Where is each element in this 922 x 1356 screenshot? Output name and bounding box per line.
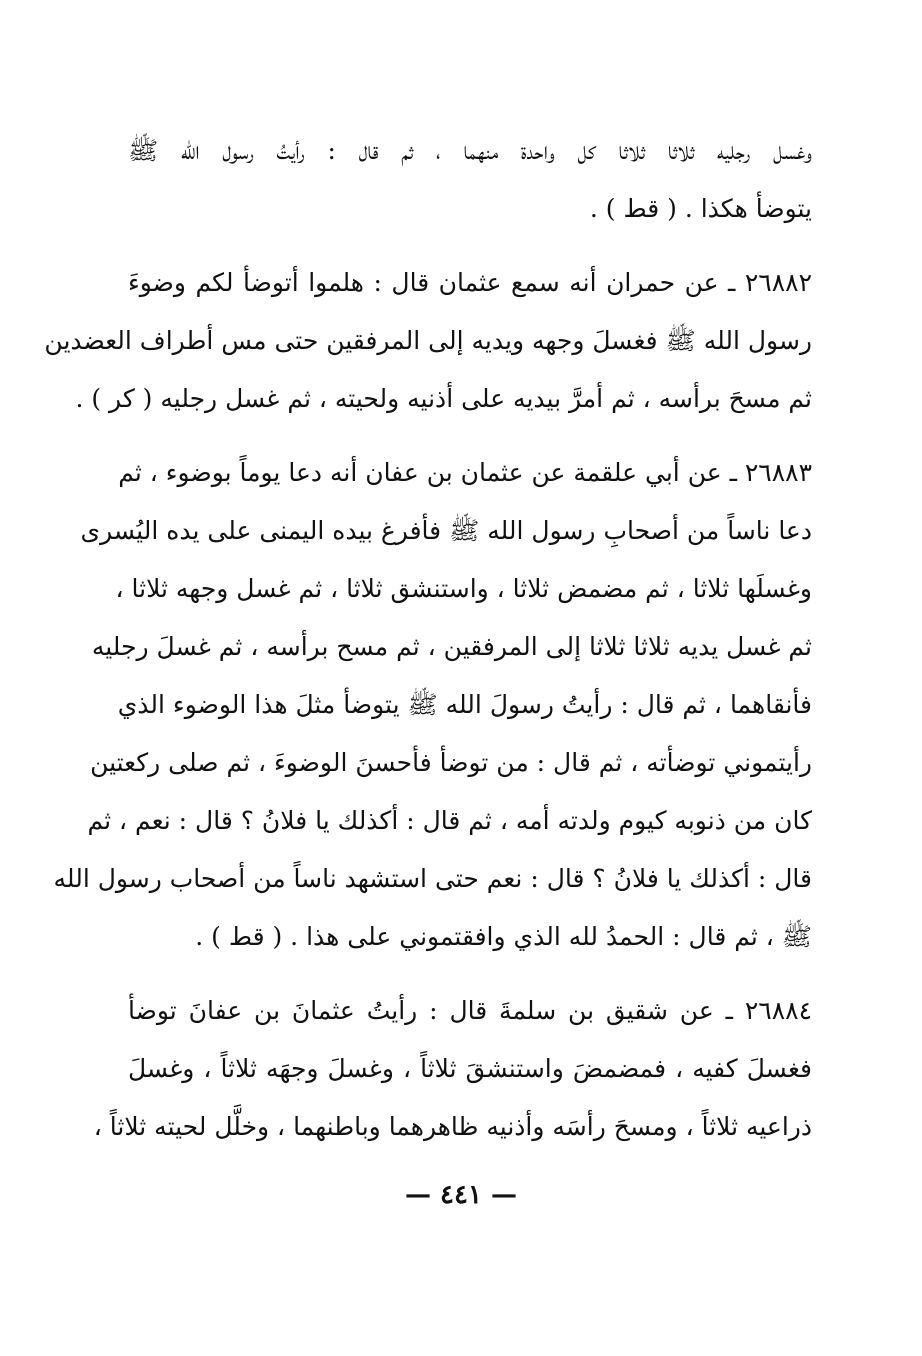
page-number: — ٤٤١ — [404, 1180, 518, 1210]
hadith-text-block [44, 122, 812, 1156]
text-line: فأنقاهما ، ثم قال : رأيتُ رسولَ الله ﷺ يتوضأ مثلَ هذا الوضوء الذي [117, 690, 812, 719]
text-line: ثم مسحَ برأسه ، ثم أمرَّ بيديه على أذنيه ولحيته ، ثم غسل رجليه ( كر ) . [75, 384, 812, 413]
hadith-26884 [93, 982, 812, 1156]
hadith-26882 [44, 254, 812, 428]
paragraph-continuation [128, 122, 812, 238]
text-line: رأيتموني توضأته ، ثم قال : من توضأ فأحسنَ الوضوءَ ، ثم صلى ركعتين [90, 748, 812, 777]
text-line: ذراعيه ثلاثاً ، ومسحَ رأسَه وأذنيه ظاهرهما وباطنهما ، وخلَّل لحيته ثلاثاً ، [93, 1112, 812, 1141]
text-line: ٢٦٨٨٤ ـ عن شقيق بن سلمةَ قال : رأيتُ عثمانَ بن عفانَ توضأ [128, 996, 812, 1025]
text-line: ثم غسل يديه ثلاثا ثلاثا إلى المرفقين ، ثم مسح برأسه ، ثم غسلَ رجليه [91, 632, 812, 661]
text-line: دعا ناساً من أصحابِ رسول الله ﷺ فأفرغ بيده اليمنى على يده اليُسرى [80, 516, 812, 545]
hadith-26883 [53, 444, 812, 966]
text-line: وغسلَها ثلاثا ، ثم مضمض ثلاثا ، واستنشق ثلاثا ، ثم غسل وجهه ثلاثا ، [115, 574, 812, 603]
text-line: ﷺ ، ثم قال : الحمدُ لله الذي وافقتموني على هذا . ( قط ) . [195, 922, 812, 951]
text-line: ٢٦٨٨٣ ـ عن أبي علقمة عن عثمان بن عفان أنه دعا يوماً بوضوء ، ثم [118, 458, 812, 487]
text-line: ٢٦٨٨٢ ـ عن حمران أنه سمع عثمان قال : هلموا أتوضأ لكم وضوءَ [128, 268, 812, 297]
text-line: كان من ذنوبه كيوم ولدته أمه ، ثم قال : أكذلك يا فلانُ ؟ قال : نعم ، ثم [87, 806, 812, 835]
text-line: وغسل رجليه ثلاثا ثلاثا كل واحدة منهما ، ثم قال : رأيتُ رسول الله ﷺ [128, 136, 812, 165]
text-line: رسول الله ﷺ فغسلَ وجهه ويديه إلى المرفقين حتى مس أطراف العضدين [44, 326, 812, 355]
text-line: فغسلَ كفيه ، فمضمضَ واستنشقَ ثلاثاً ، وغسلَ وجهَه ثلاثاً ، وغسلَ [128, 1054, 812, 1083]
text-line: يتوضأ هكذا . ( قط ) . [589, 194, 812, 223]
text-line: قال : أكذلك يا فلانُ ؟ قال : نعم حتى استشهد ناساً من أصحاب رسول الله [53, 864, 812, 893]
